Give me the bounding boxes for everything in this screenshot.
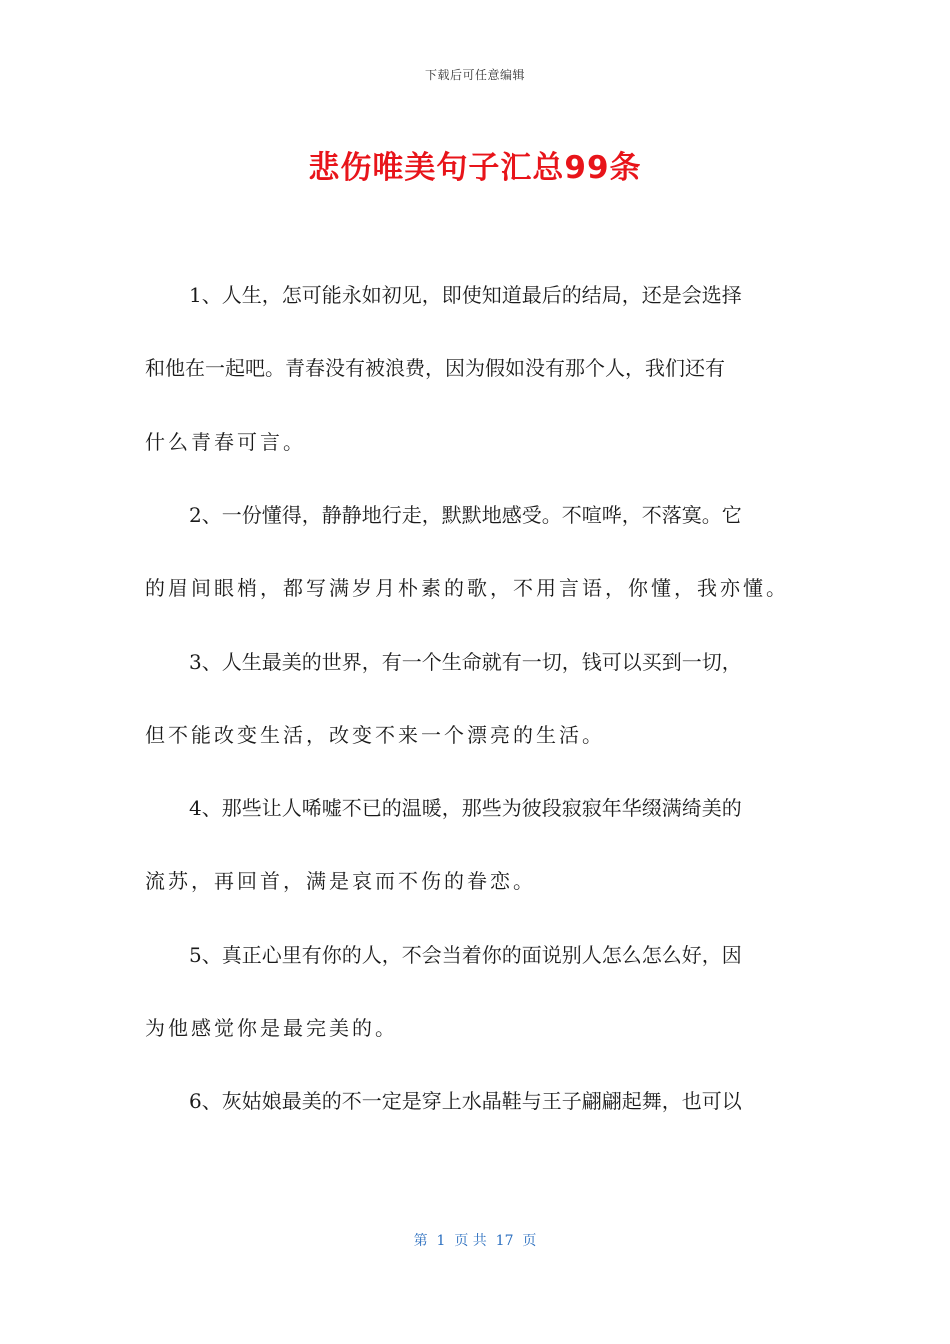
body-text-line: 4、那些让人唏嘘不已的温暖，那些为彼段寂寂年华缀满绮美的 — [189, 796, 742, 821]
body-text-line: 流苏，再回首，满是哀而不伤的眷恋。 — [145, 869, 536, 894]
body-text-line: 1、人生，怎可能永如初见，即使知道最后的结局，还是会选择 — [189, 283, 742, 307]
body-text-line: 但不能改变生活，改变不来一个漂亮的生活。 — [145, 722, 605, 747]
page-number-footer: 第 1 页 共 17 页 — [413, 1233, 537, 1249]
body-text-line: 和他在一起吧。青春没有被浪费，因为假如没有那个人，我们还有 — [145, 356, 725, 381]
body-text-line: 为他感觉你是最完美的。 — [145, 1016, 398, 1040]
body-text-line: 什么青春可言。 — [145, 429, 306, 454]
body-text-line: 的眉间眼梢，都写满岁月朴素的歌，不用言语，你懂，我亦懂。 — [145, 576, 789, 601]
body-text-line: 6、灰姑娘最美的不一定是穿上水晶鞋与王子翩翩起舞，也可以 — [189, 1089, 742, 1114]
body-text-line: 5、真正心里有你的人，不会当着你的面说别人怎么怎么好，因 — [189, 942, 742, 967]
header-note: 下载后可任意编辑 — [424, 68, 525, 82]
body-text-line: 2、一份懂得，静静地行走，默默地感受。不喧哗，不落寞。它 — [189, 502, 742, 527]
body-text-line: 3、人生最美的世界，有一个生命就有一切，钱可以买到一切， — [189, 649, 742, 674]
document-title: 悲伤唯美句子汇总99条 — [308, 150, 642, 186]
